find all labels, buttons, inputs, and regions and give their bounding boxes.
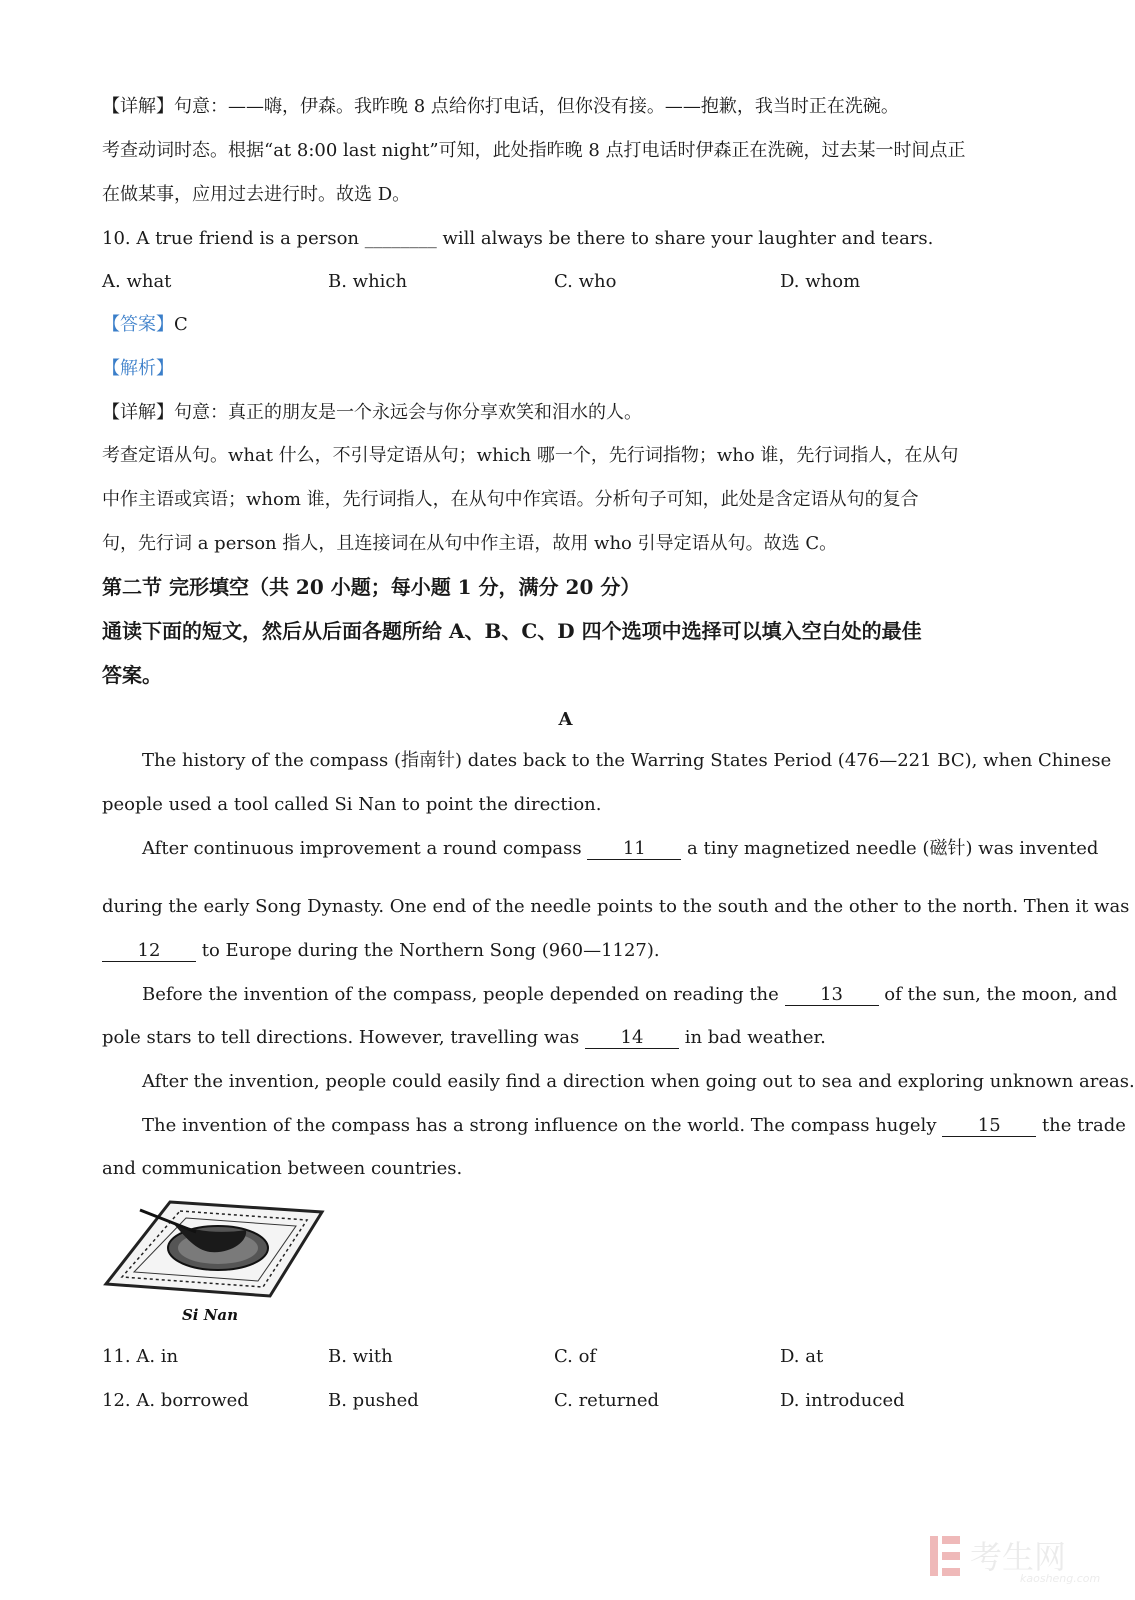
choice-option: 12. A. borrowed	[102, 1390, 249, 1411]
choice-option: 11. A. in	[102, 1346, 179, 1367]
answer-value: C	[174, 314, 188, 335]
passage-text: to Europe during the Northern Song (960—1127).	[196, 940, 660, 961]
section-title: 第二节 完形填空（共 20 小题；每小题 1 分，满分 20 分）	[102, 575, 641, 599]
logo-mark	[930, 1536, 938, 1576]
passage-text: the trade	[1036, 1115, 1126, 1136]
logo-mark	[942, 1536, 960, 1544]
q10-question: 10. A true friend is a person ________ will always be there to share your laughter and tears.	[102, 228, 934, 249]
passage-paragraph	[142, 836, 1098, 862]
watermark-brand: 考生网	[970, 1538, 1067, 1576]
si-nan-compass-figure	[100, 1198, 326, 1326]
choice-option: C. of	[554, 1346, 597, 1367]
passage-label: A	[558, 709, 573, 730]
passage-paragraph: people used a tool called Si Nan to point the direction.	[102, 794, 602, 815]
section-instruction: 通读下面的短文，然后从后面各题所给 A、B、C、D 四个选项中选择可以填入空白处的最佳	[102, 619, 922, 643]
answer-label: 【答案】	[102, 314, 174, 335]
choice-option: B. pushed	[328, 1390, 419, 1411]
blank-11: 11	[587, 839, 681, 860]
q10-option: D. whom	[780, 271, 861, 292]
passage-paragraph	[102, 938, 660, 964]
passage-text: a tiny magnetized needle (磁针) was invented	[681, 838, 1099, 859]
passage-paragraph: and communication between countries.	[102, 1158, 463, 1179]
q10-detail: 【详解】句意：真正的朋友是一个永远会与你分享欢笑和泪水的人。	[102, 402, 642, 423]
q9-explanation: 在做某事，应用过去进行时。故选 D。	[102, 184, 411, 205]
passage-paragraph: After the invention, people could easily find a direction when going out to sea and exploring unknown areas.	[142, 1071, 1135, 1092]
q10-explanation: 中作主语或宾语；whom 谁，先行词指人，在从句中作宾语。分析句子可知，此处是含定语从句的复合	[102, 489, 919, 510]
choice-option: C. returned	[554, 1390, 660, 1411]
figure-caption: Si Nan	[181, 1306, 239, 1324]
q10-answer	[102, 312, 188, 338]
blank-12: 12	[102, 941, 196, 962]
passage-paragraph	[142, 982, 1117, 1008]
passage-paragraph: during the early Song Dynasty. One end of the needle points to the south and the other to the north. Then it was	[102, 896, 1130, 917]
q10-option: B. which	[328, 271, 408, 292]
choice-option: D. introduced	[780, 1390, 905, 1411]
passage-text: Before the invention of the compass, people depended on reading the	[142, 984, 785, 1005]
passage-text: pole stars to tell directions. However, travelling was	[102, 1027, 585, 1048]
passage-paragraph	[142, 1113, 1126, 1139]
q10-explanation: 句，先行词 a person 指人，且连接词在从句中作主语，故用 who 引导定语从句。故选 C。	[102, 533, 838, 554]
blank-14: 14	[585, 1028, 679, 1049]
choice-option: B. with	[328, 1346, 393, 1367]
passage-paragraph	[102, 1025, 826, 1051]
analysis-label: 【解析】	[102, 358, 174, 379]
q10-option: A. what	[102, 271, 172, 292]
logo-mark	[942, 1568, 960, 1576]
logo-mark	[942, 1552, 960, 1560]
watermark-url: kaosheng.com	[1020, 1572, 1101, 1585]
passage-text: in bad weather.	[678, 1027, 826, 1048]
passage-text: of the sun, the moon, and	[878, 984, 1118, 1005]
q10-option: C. who	[554, 271, 617, 292]
passage-paragraph: The history of the compass (指南针) dates back to the Warring States Period (476—221 BC), when Chinese	[142, 750, 1112, 771]
choice-option: D. at	[780, 1346, 824, 1367]
section-instruction: 答案。	[102, 663, 162, 687]
watermark-logo	[928, 1530, 1101, 1586]
blank-15: 15	[942, 1116, 1036, 1137]
passage-text: The invention of the compass has a strong influence on the world. The compass hugely	[142, 1115, 943, 1136]
blank-13: 13	[785, 985, 879, 1006]
q10-explanation: 考查定语从句。what 什么，不引导定语从句；which 哪一个，先行词指物；who 谁，先行词指人，在从句	[102, 445, 959, 466]
q9-explanation: 考查动词时态。根据“at 8:00 last night”可知，此处指昨晚 8 点打电话时伊森正在洗碗，过去某一时间点正	[102, 140, 966, 161]
q9-detail: 【详解】句意：——嗨，伊森。我昨晚 8 点给你打电话，但你没有接。——抱歉，我当时正在洗碗。	[102, 96, 899, 117]
passage-text: After continuous improvement a round compass	[142, 838, 588, 859]
